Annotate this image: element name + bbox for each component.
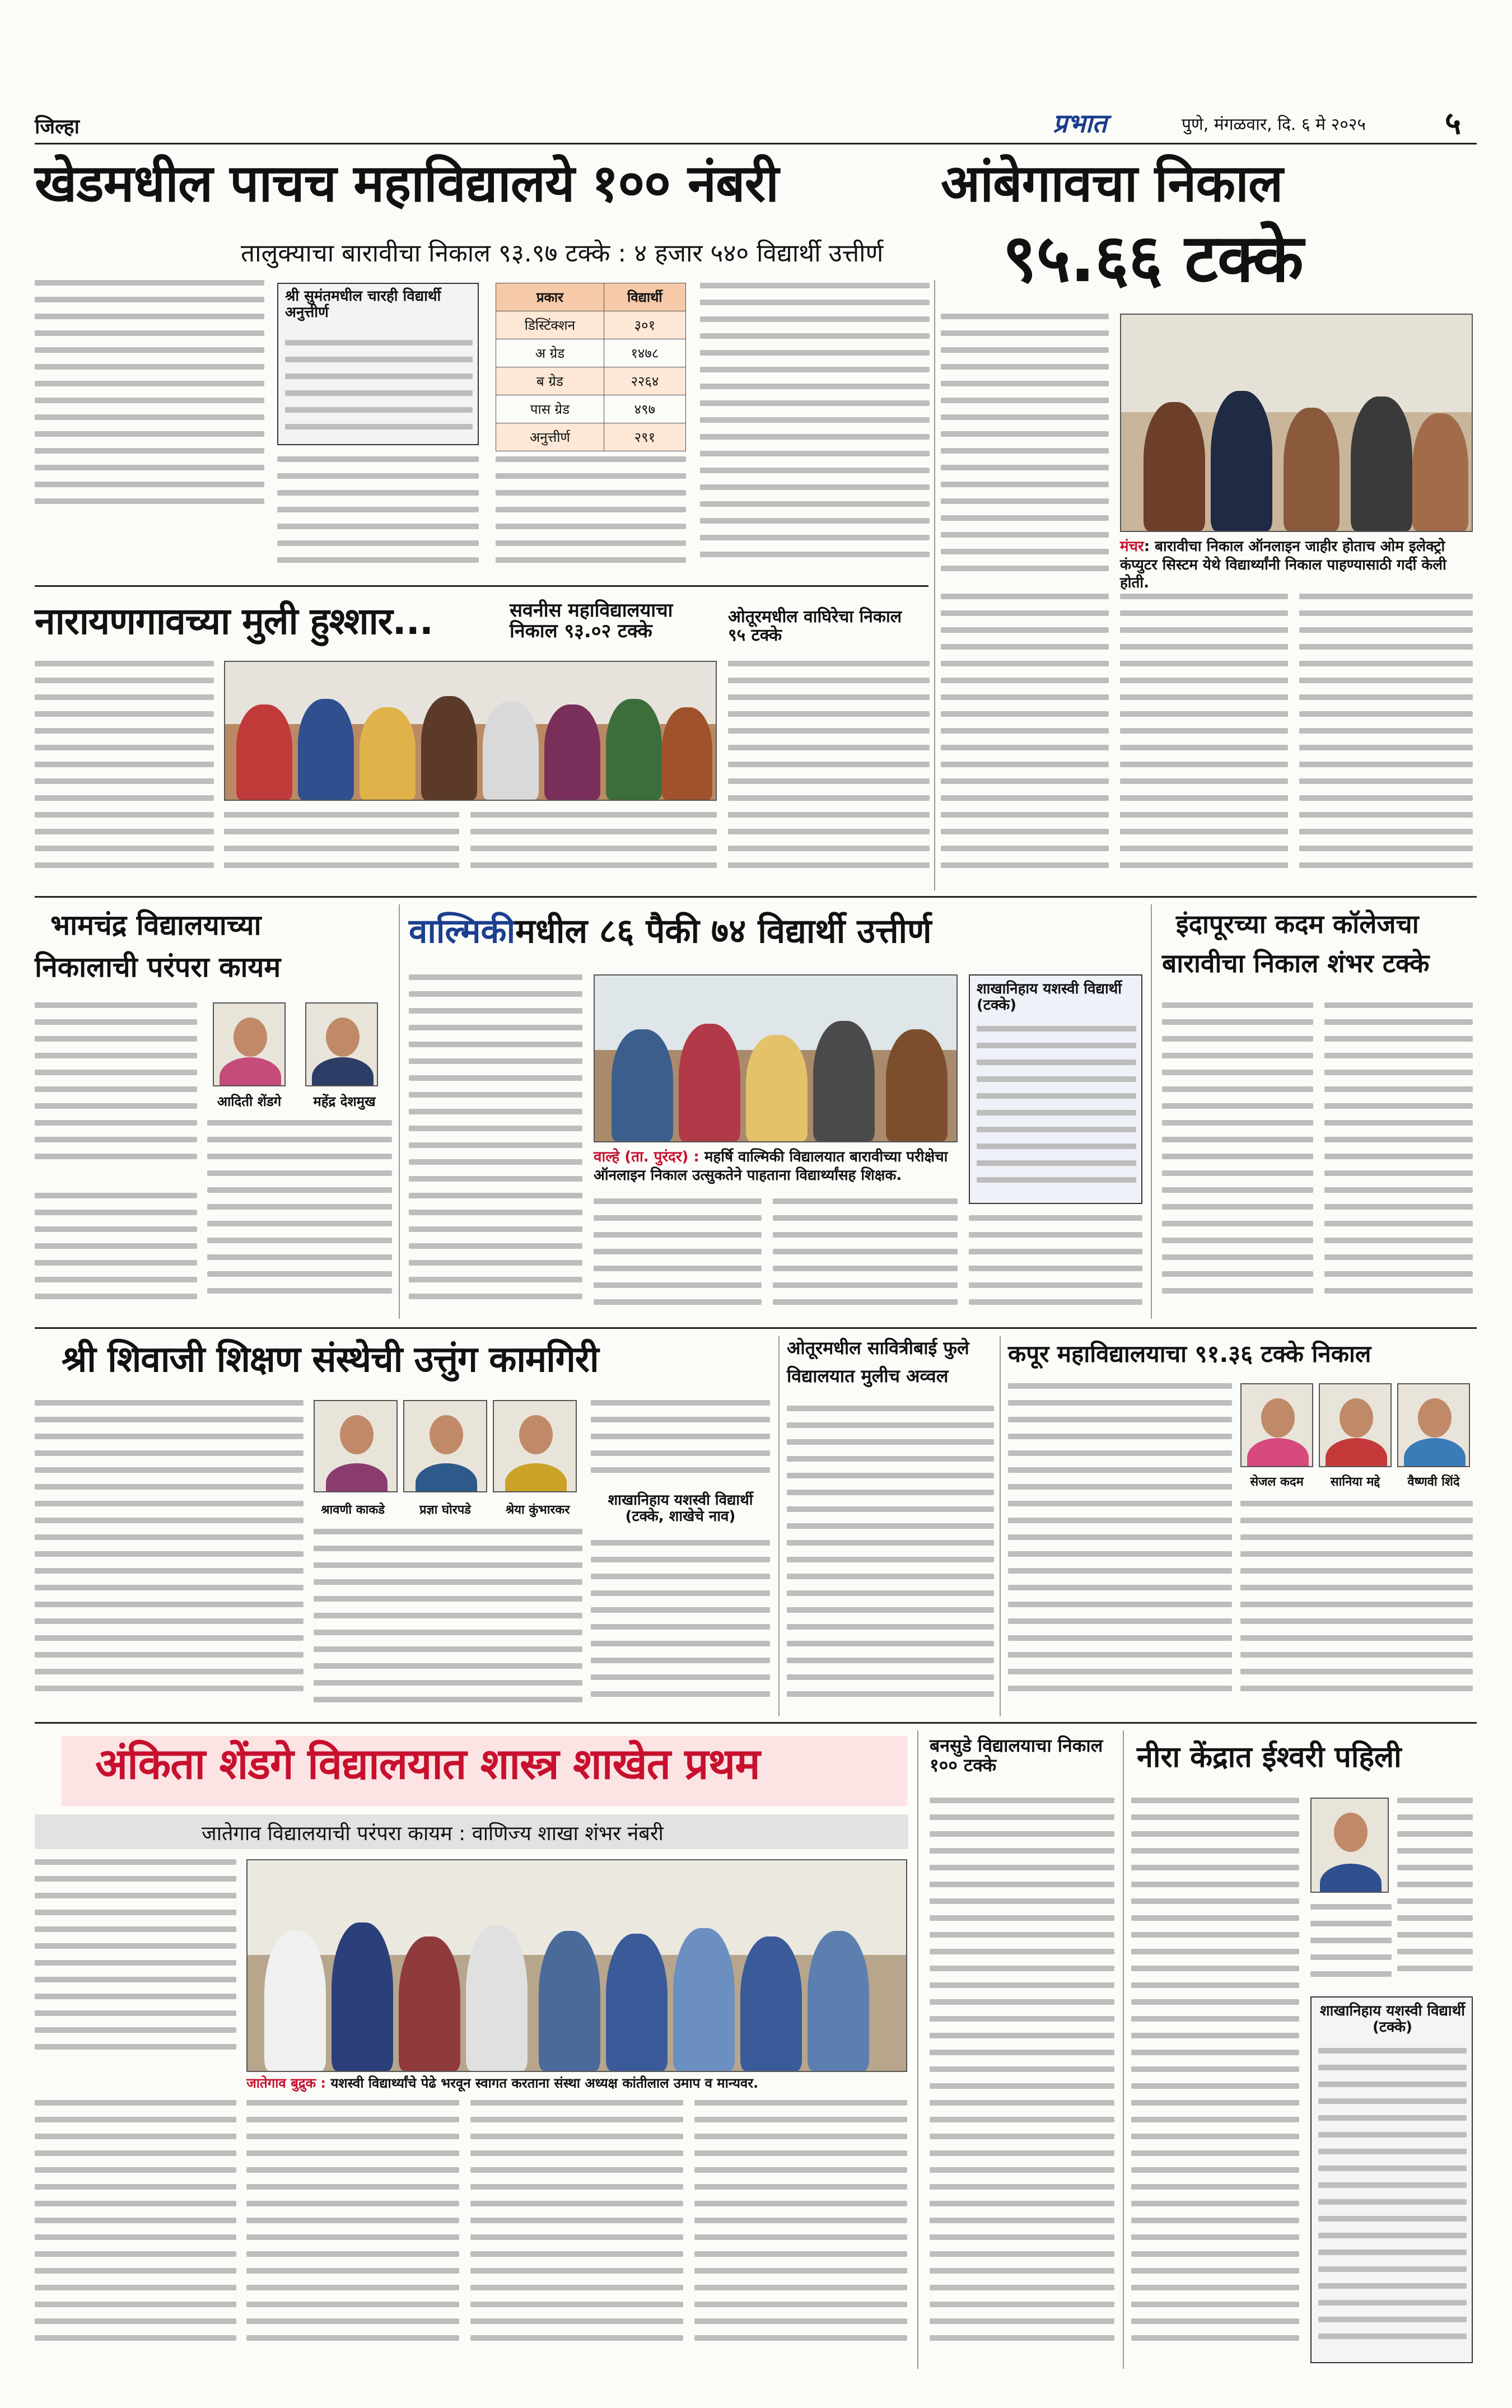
story3-headline: नारायणगावच्या मुली हुश्शार...	[35, 600, 433, 643]
story12-headline: बनसुडे विद्यालयाचा निकाल १०० टक्के	[930, 1735, 1103, 1776]
story10-portrait-name-3: वैष्णवी शिंदे	[1407, 1475, 1460, 1489]
story8-portrait-name-3: श्रेया कुंभारकर	[505, 1503, 570, 1517]
story5-body-col3	[35, 1193, 197, 1316]
story8-box-list	[591, 1540, 770, 1714]
story8-headline: श्री शिवाजी शिक्षण संस्थेची उत्तुंग कामगिरी	[62, 1339, 599, 1380]
story10-headline: कपूर महाविद्यालयाचा ९१.३६ टक्के निकाल	[1008, 1340, 1371, 1368]
story11-body-col3	[246, 2100, 459, 2363]
story13-body-col1	[1131, 1798, 1299, 2363]
story3-body-col3	[470, 812, 717, 885]
story5-headline-line1: भामचंद्र विद्यालयाच्या	[50, 909, 262, 941]
story12-body	[930, 1798, 1114, 2363]
section-rule	[35, 1722, 1477, 1724]
story6-caption-lead: वाल्हे (ता. पुरंदर) :	[594, 1149, 699, 1165]
grade-col-students: विद्यार्थी	[604, 283, 685, 311]
story13-info-box	[1310, 1996, 1473, 2363]
story11-photo	[246, 1859, 907, 2072]
story1-box-title: श्री सुमंतमधील चारही विद्यार्थी अनुत्तीर्ण	[285, 288, 441, 321]
grade-count: ३०१	[604, 311, 685, 339]
story6-headline	[409, 913, 931, 950]
story2-body-col1	[941, 314, 1109, 582]
grade-count: २९१	[604, 423, 685, 451]
story1-headline: खेडमधील पाचच महाविद्यालये १०० नंबरी	[35, 153, 779, 213]
grade-row	[496, 311, 686, 339]
story10-portrait-3	[1397, 1383, 1470, 1467]
story6-photo	[594, 974, 958, 1142]
story11-caption-lead: जातेगाव बुद्रुक :	[246, 2075, 326, 2091]
story7-body-col2	[1324, 1002, 1473, 1316]
issue-date: पुणे, मंगळवार, दि. ६ मे २०२५	[1182, 115, 1366, 134]
column-divider	[1123, 1730, 1124, 2369]
story8-box-title: शाखानिहाय यशस्वी विद्यार्थी (टक्के, शाखेचे नाव)	[608, 1492, 753, 1525]
story2-body-col2	[941, 594, 1109, 885]
story13-body-col2	[1397, 1798, 1473, 1988]
story13-box-title: शाखानिहाय यशस्वी विद्यार्थी (टक्के)	[1319, 2003, 1466, 2036]
section-rule	[35, 1327, 1477, 1329]
column-divider	[1151, 904, 1152, 1319]
story2-headline-line1: आंबेगावचा निकाल	[941, 153, 1283, 213]
story8-body-col3	[591, 1400, 770, 1490]
story5-portrait-2	[305, 1002, 378, 1086]
story8-portrait-name-2: प्रज्ञा घोरपडे	[419, 1503, 471, 1517]
section-label: जिल्हा	[35, 115, 80, 138]
story10-portrait-2	[1319, 1383, 1392, 1467]
story10-body-col2	[1240, 1501, 1473, 1714]
story13-portrait	[1310, 1798, 1389, 1893]
masthead-rule	[35, 143, 1477, 144]
story13-headline: नीरा केंद्रात ईश्वरी पहिली	[1137, 1740, 1402, 1774]
grade-row	[496, 367, 686, 395]
grade-type: पास ग्रेड	[496, 395, 604, 423]
story2-photo	[1120, 314, 1473, 532]
story7-headline-line1: इंदापूरच्या कदम कॉलेजचा	[1176, 909, 1419, 939]
story6-body-col3	[773, 1198, 958, 1316]
story11-subhead: जातेगाव विद्यालयाची परंपरा कायम : वाणिज्य शाखा शंभर नंबरी	[202, 1822, 664, 1845]
story9-body-col1	[787, 1406, 994, 1714]
grade-count: २२६४	[604, 367, 685, 395]
story11-headline: अंकिता शेंडगे विद्यालयात शास्त्र शाखेत प्रथम	[95, 1739, 760, 1789]
section-rule	[35, 896, 1477, 898]
story6-caption	[594, 1148, 958, 1184]
grade-count: १४७८	[604, 339, 685, 367]
story2-body-col3	[1120, 594, 1288, 885]
story1-body-col1	[35, 280, 264, 515]
newspaper-logo: प्रभात	[1053, 108, 1107, 138]
column-divider	[934, 280, 935, 890]
story2-caption-lead: मंचर	[1120, 538, 1144, 555]
story13-body-col3	[1310, 1904, 1392, 1988]
story5-portrait-name-2: महेंद्र देशमुख	[313, 1094, 376, 1109]
story7-body-col1	[1162, 1002, 1313, 1316]
grade-row	[496, 395, 686, 423]
story2-caption-text: : बारावीचा निकाल ऑनलाइन जाहीर होताच ओम इलेक्ट्रो कंप्युटर सिस्टम येथे विद्यार्थ्यांनी निकाल पाहण्यासाठी गर्दी केली होती.	[1120, 538, 1446, 591]
story8-body-col2	[314, 1529, 582, 1714]
story3-photo	[224, 661, 717, 801]
page-number: ५	[1445, 105, 1462, 142]
story6-caption-text: महर्षि वाल्मिकी विद्यालयात बारावीच्या परीक्षेचा ऑनलाइन निकाल उत्सुकतेने पाहताना विद्यार्थ्यांसह शिक्षक.	[594, 1149, 948, 1184]
grade-type: ब ग्रेड	[496, 367, 604, 395]
story11-body-col2	[35, 2100, 236, 2363]
story5-body-col2	[207, 1120, 392, 1316]
grade-type: डिस्टिंक्शन	[496, 311, 604, 339]
story5-portrait-1	[213, 1002, 286, 1086]
story6-headline-part1: वाल्मिकी	[409, 912, 516, 951]
story8-portrait-2	[403, 1400, 487, 1492]
grade-table-header	[496, 283, 686, 311]
story6-info-box	[969, 974, 1142, 1204]
story8-portrait-3	[493, 1400, 577, 1492]
story7-headline-line2: बारावीचा निकाल शंभर टक्के	[1162, 948, 1430, 978]
story5-portrait-name-1: आदिती शेंडगे	[217, 1094, 282, 1109]
story11-caption-text: यशस्वी विद्यार्थ्यांचे पेढे भरवून स्वागत करताना संस्था अध्यक्ष कांतीलाल उमाप व मान्यवर.	[330, 2075, 759, 2091]
story9-headline-line1: ओतूरमधील सावित्रीबाई फुले	[787, 1337, 969, 1359]
story3-body-col2	[224, 812, 459, 885]
column-divider	[1000, 1336, 1001, 1716]
story10-body-col1	[1008, 1383, 1232, 1714]
story6-body-col1	[409, 974, 582, 1316]
story5-headline-line2: निकालाची परंपरा कायम	[35, 951, 281, 983]
story4-body	[728, 661, 930, 885]
grade-row	[496, 423, 686, 451]
column-divider	[917, 1730, 918, 2369]
grade-count: ४९७	[604, 395, 685, 423]
story1-subhead: तालुक्याचा बारावीचा निकाल ९३.९७ टक्के : ४ हजार ५४० विद्यार्थी उत्तीर्ण	[241, 239, 884, 268]
column-divider	[399, 904, 400, 1319]
story11-body-col1	[35, 1859, 236, 2072]
story1-body-col3	[496, 456, 686, 568]
story8-body-col1	[35, 1400, 304, 1714]
story8-portrait-1	[314, 1400, 398, 1492]
grade-row	[496, 339, 686, 367]
story1-info-box	[277, 283, 479, 445]
story6-headline-part2: मधील ८६ पैकी ७४ विद्यार्थी उत्तीर्ण	[515, 912, 932, 951]
story6-body-col4	[969, 1215, 1142, 1316]
story1-body-col4	[700, 283, 930, 568]
story2-caption	[1120, 538, 1473, 592]
story8-portrait-name-1: श्रावणी काकडे	[320, 1503, 385, 1517]
story5-body-col1	[35, 1002, 197, 1182]
story10-portrait-name-1: सेजल कदम	[1250, 1475, 1304, 1489]
story10-portrait-name-2: सानिया मद्दे	[1330, 1475, 1380, 1489]
story6-body-col2	[594, 1198, 762, 1316]
story11-body-col5	[694, 2100, 907, 2363]
story11-body-col4	[470, 2100, 683, 2363]
story1-body-col2	[277, 456, 479, 568]
story3-body-col1	[35, 661, 214, 885]
story1-box-text	[285, 340, 473, 441]
story2-body-col4	[1299, 594, 1473, 885]
column-divider	[778, 1336, 780, 1716]
story3-side-head: सवनीस महाविद्यालयाचा निकाल ९३.०२ टक्के	[510, 599, 673, 643]
story10-portrait-1	[1240, 1383, 1313, 1467]
section-rule	[35, 585, 928, 587]
story6-box-title: शाखानिहाय यशस्वी विद्यार्थी (टक्के)	[977, 981, 1122, 1014]
story9-headline-line2: विद्यालयात मुलीच अव्वल	[787, 1365, 949, 1387]
grade-col-type: प्रकार	[496, 283, 604, 311]
story1-grade-table	[496, 283, 686, 451]
story6-box-list	[977, 1026, 1136, 1200]
story13-box-list	[1318, 2048, 1467, 2356]
grade-type: अनुत्तीर्ण	[496, 423, 604, 451]
story4-headline: ओतूरमधील वाघिरेचा निकाल ९५ टक्के	[728, 607, 902, 645]
story2-headline-line2: ९५.६६ टक्के	[1002, 220, 1303, 297]
story11-caption	[246, 2075, 907, 2092]
grade-type: अ ग्रेड	[496, 339, 604, 367]
